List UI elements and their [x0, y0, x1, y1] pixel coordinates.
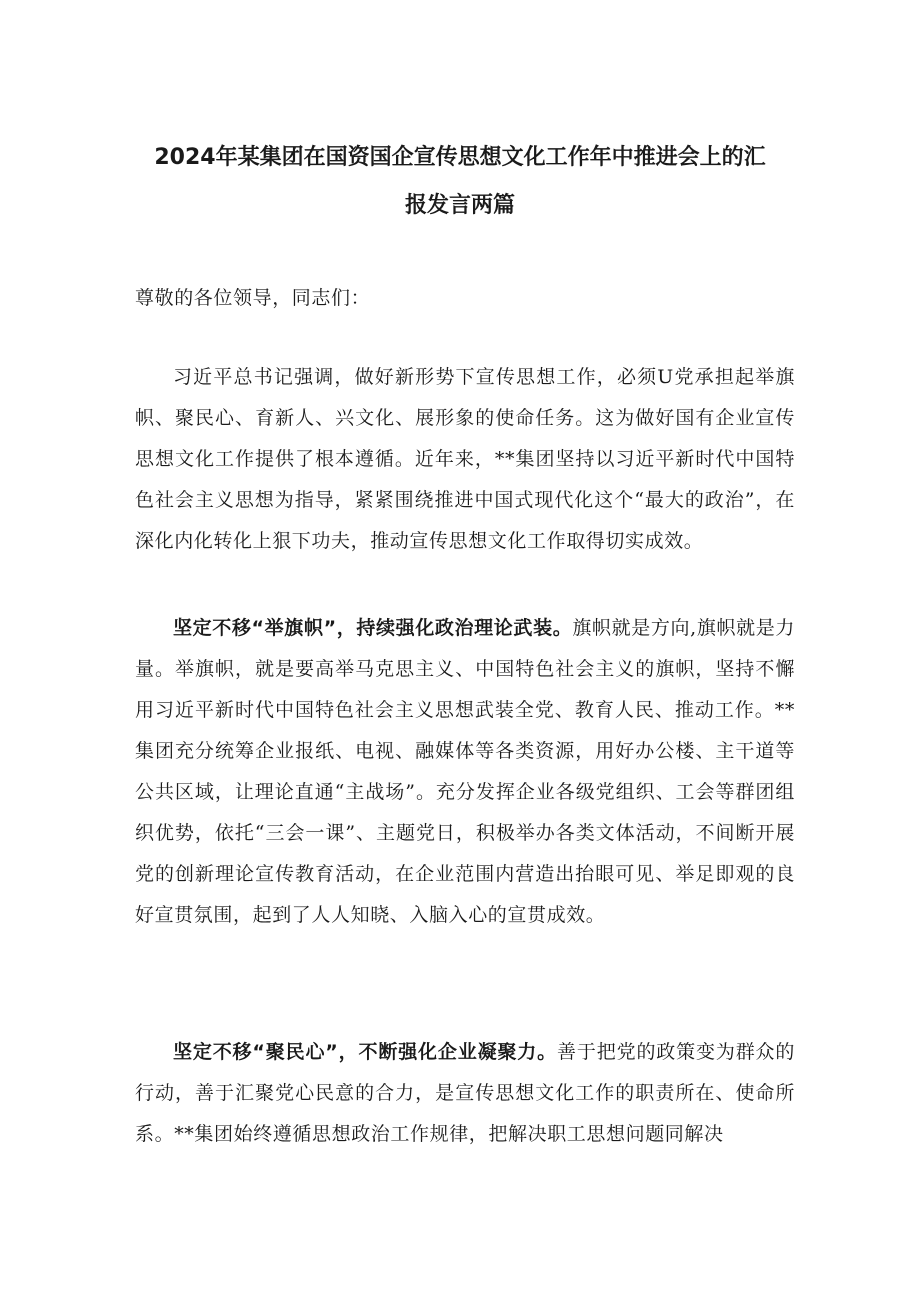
paragraph-text: 旗帜就是方向,旗帜就是力量。举旗帜，就是要高举马克思主义、中国特色社会主义的旗帜，坚持不懈用习近平新时代中国特色社会主义思想武装全党、教育人民、推动工作。**集团充分统筹企业报纸、电视、融媒体等各类资源，用好办公楼、主干道等公共区域，让理论直通“主战场”。充分发挥企业各级党组织、工会等群团组织优势，依托“三会一课”、主题党日，积极举办各类文体活动，不间断开展党的创新理论宣传教育活动，在企业范围内营造出抬眼可见、举足即观的良好宣贯氛围，起到了人人知晓、入脑入心的宣贯成效。: [135, 617, 796, 926]
document-title-line-1: 2024年某集团在国资国企宣传思想文化工作年中推进会上的汇: [154, 145, 766, 170]
paragraph-lead: 坚定不移“举旗帜”，持续强化政治理论武装。: [173, 617, 573, 639]
paragraph-raise-banner: [135, 608, 795, 936]
paragraph-text: 善于把党的政策变为群众的行动，善于汇聚党心民意的合力，是宣传思想文化工作的职责所在、使命所系。**集团始终遵循思想政治工作规律，把解决职工思想问题同解决: [135, 1041, 796, 1145]
paragraph-intro: [135, 357, 795, 562]
document-title-line-2: 报发言两篇: [404, 193, 515, 218]
paragraph-text: 习近平总书记强调，做好新形势下宣传思想工作，必须U党承担起举旗帜、聚民心、育新人、兴文化、展形象的使命任务。这为做好国有企业宣传思想文化工作提供了根本遵循。近年来，**集团坚持以习近平新时代中国特色社会主义思想为指导，紧紧围绕推进中国式现代化这个“最大的政治”，在深化内化转化上狠下功夫，推动宣传思想文化工作取得切实成效。: [135, 366, 795, 552]
paragraph-unite-hearts: [135, 1032, 795, 1155]
salutation: 尊敬的各位领导，同志们：: [135, 287, 371, 309]
paragraph-lead: 坚定不移“聚民心”，不断强化企业凝聚力。: [173, 1041, 558, 1063]
